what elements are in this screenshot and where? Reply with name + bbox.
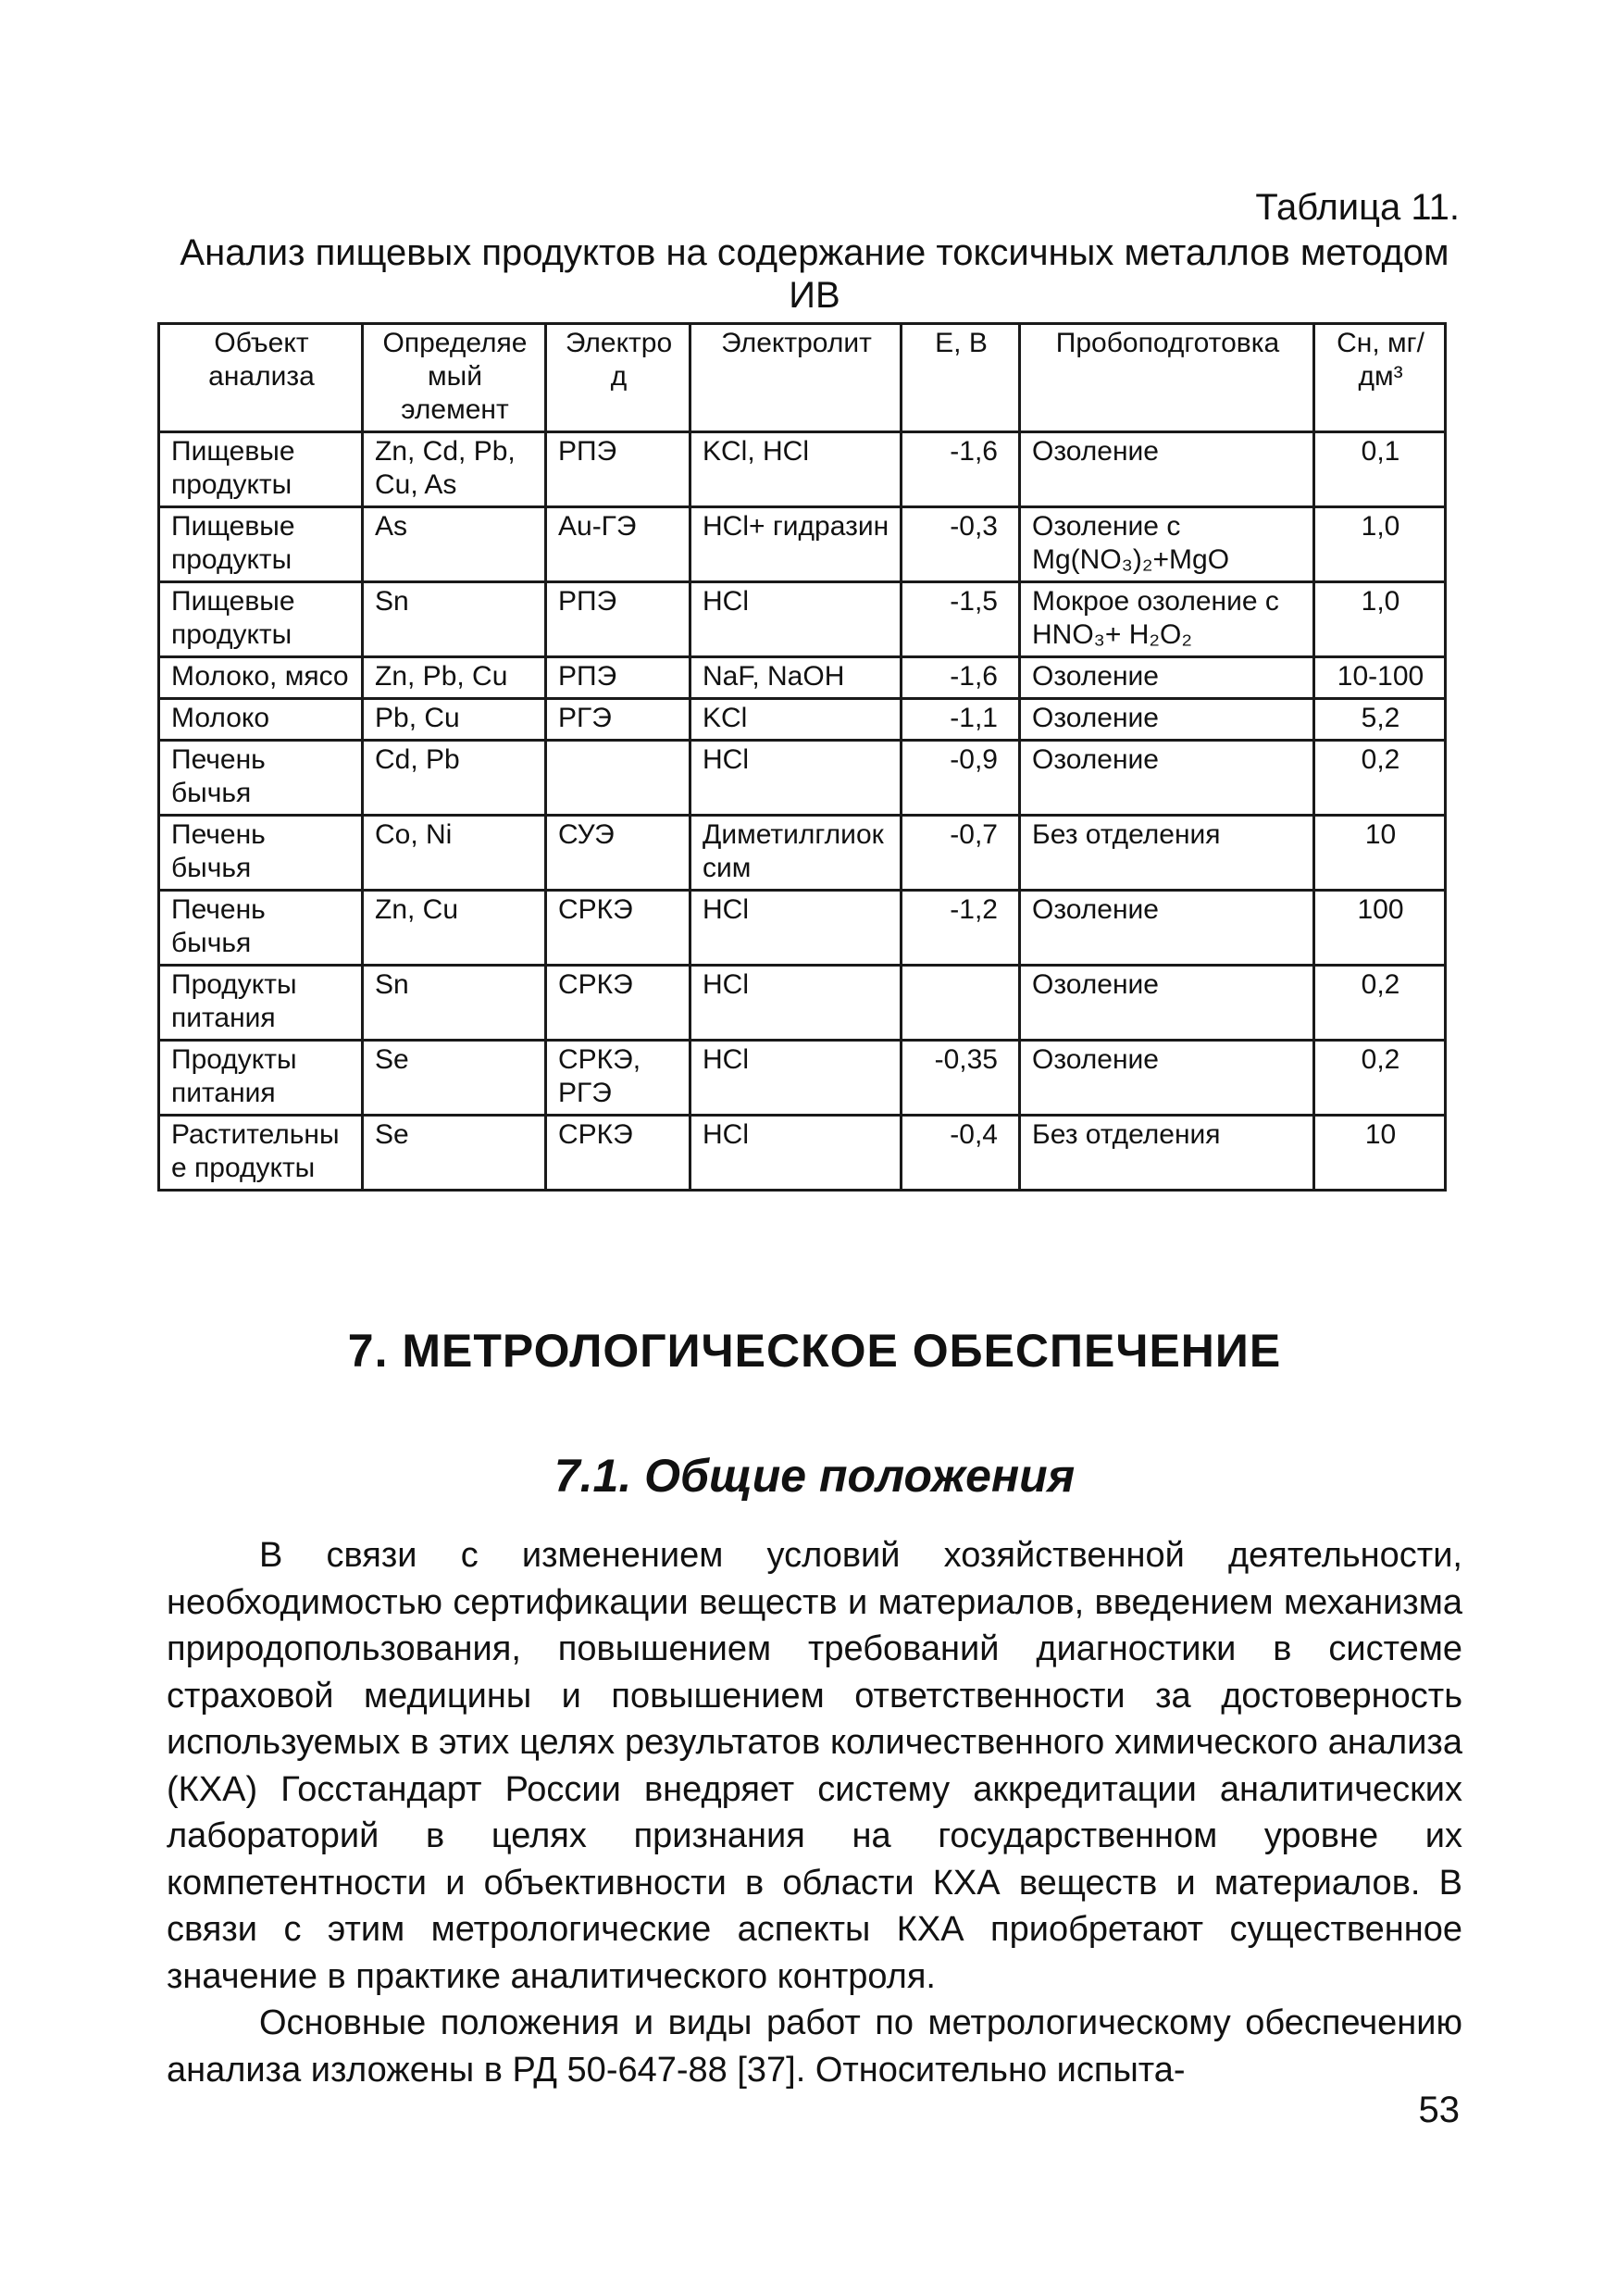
header-cell: Объект анализа: [159, 324, 363, 432]
cell-object: Молоко: [159, 699, 363, 741]
cell-electrolyte: HCl: [690, 1116, 902, 1191]
table-row: [159, 582, 1446, 657]
cell-element: Zn, Cd, Pb, Cu, As: [363, 432, 546, 507]
cell-electrolyte: Диметилглиоксим: [690, 816, 902, 891]
cell-potential: -0,9: [902, 741, 1020, 816]
table-row: [159, 816, 1446, 891]
cell-concentration: 0,1: [1314, 432, 1446, 507]
cell-electrode: Au-ГЭ: [546, 507, 690, 582]
table-row: [159, 699, 1446, 741]
header-cell: Пробоподготовка: [1020, 324, 1314, 432]
cell-electrode: СРКЭ: [546, 966, 690, 1041]
cell-preparation: Мокрое озоление с HNO₃+ H₂O₂: [1020, 582, 1314, 657]
table-row: [159, 741, 1446, 816]
data-table: [157, 322, 1447, 1192]
table-caption: Анализ пищевых продуктов на содержание токсичных металлов методом ИВ: [180, 232, 1449, 316]
cell-concentration: 10: [1314, 1116, 1446, 1191]
cell-electrode: РГЭ: [546, 699, 690, 741]
cell-object: Пищевые продукты: [159, 432, 363, 507]
cell-concentration: 5,2: [1314, 699, 1446, 741]
cell-concentration: 10-100: [1314, 657, 1446, 699]
cell-electrode: РПЭ: [546, 657, 690, 699]
cell-potential: -0,3: [902, 507, 1020, 582]
cell-electrode: СРКЭ, РГЭ: [546, 1041, 690, 1116]
cell-potential: -0,35: [902, 1041, 1020, 1116]
cell-object: Пищевые продукты: [159, 507, 363, 582]
cell-electrode: СРКЭ: [546, 891, 690, 966]
cell-potential: -0,4: [902, 1116, 1020, 1191]
cell-object: Печень бычья: [159, 741, 363, 816]
cell-electrode: СУЭ: [546, 816, 690, 891]
cell-element: Co, Ni: [363, 816, 546, 891]
cell-potential: -1,6: [902, 432, 1020, 507]
cell-preparation: Озоление: [1020, 432, 1314, 507]
cell-electrode: РПЭ: [546, 432, 690, 507]
cell-object: Печень бычья: [159, 891, 363, 966]
cell-electrolyte: HCl: [690, 1041, 902, 1116]
paragraph: Основные положения и виды работ по метрологическому обеспечению анализа изложены в РД 50-647-88 [37]. Относительно испыта-: [167, 2003, 1462, 2090]
paragraph: В связи с изменением условий хозяйственной деятельности, необходимостью сертификации веществ и материалов, введением механизма природопользования, повышением требований диагностики в системе страховой медицины и повышением ответственности за достоверность используемых в этих целях результатов количественного химического анализа (КХА) Госстандарт России внедряет систему аккредитации аналитических лабораторий в целях признания на государственном уровне их компетентности и объективности в области КХА веществ и материалов. В связи с этим метрологические аспекты КХА приобретают существенное значение в практике аналитического контроля.: [167, 1536, 1462, 1996]
cell-electrode: [546, 741, 690, 816]
cell-element: Pb, Cu: [363, 699, 546, 741]
cell-preparation: Озоление: [1020, 741, 1314, 816]
section-heading: 7. МЕТРОЛОГИЧЕСКОЕ ОБЕСПЕЧЕНИЕ: [347, 1325, 1282, 1377]
cell-preparation: Озоление: [1020, 657, 1314, 699]
cell-electrolyte: HCl: [690, 966, 902, 1041]
cell-object: Пищевые продукты: [159, 582, 363, 657]
subsection-heading: 7.1. Общие положения: [554, 1450, 1076, 1502]
cell-element: As: [363, 507, 546, 582]
header-cell: Электролит: [690, 324, 902, 432]
header-cell: Определяемый элемент: [363, 324, 546, 432]
cell-potential: -0,7: [902, 816, 1020, 891]
cell-concentration: 10: [1314, 816, 1446, 891]
cell-object: Молоко, мясо: [159, 657, 363, 699]
table-row: [159, 507, 1446, 582]
cell-concentration: 0,2: [1314, 1041, 1446, 1116]
cell-concentration: 0,2: [1314, 966, 1446, 1041]
cell-element: Cd, Pb: [363, 741, 546, 816]
cell-electrolyte: HCl: [690, 582, 902, 657]
cell-preparation: Озоление: [1020, 1041, 1314, 1116]
table-row: [159, 891, 1446, 966]
cell-preparation: Без отделения: [1020, 816, 1314, 891]
cell-preparation: Озоление с Mg(NO₃)₂+MgO: [1020, 507, 1314, 582]
header-cell: Е, В: [902, 324, 1020, 432]
cell-element: Zn, Cu: [363, 891, 546, 966]
cell-electrolyte: NaF, NaOH: [690, 657, 902, 699]
cell-potential: -1,5: [902, 582, 1020, 657]
table-row: [159, 1041, 1446, 1116]
cell-element: Zn, Pb, Cu: [363, 657, 546, 699]
header-cell: Электрод: [546, 324, 690, 432]
cell-concentration: 1,0: [1314, 582, 1446, 657]
cell-preparation: Без отделения: [1020, 1116, 1314, 1191]
body-text: [167, 1532, 1462, 2093]
table-row: [159, 1116, 1446, 1191]
cell-preparation: Озоление: [1020, 891, 1314, 966]
table-row: [159, 657, 1446, 699]
cell-electrolyte: HCl+ гидразин: [690, 507, 902, 582]
table-row: [159, 432, 1446, 507]
cell-element: Sn: [363, 582, 546, 657]
cell-potential: [902, 966, 1020, 1041]
cell-electrolyte: HCl: [690, 741, 902, 816]
cell-concentration: 1,0: [1314, 507, 1446, 582]
cell-element: Se: [363, 1116, 546, 1191]
cell-potential: -1,2: [902, 891, 1020, 966]
cell-concentration: 0,2: [1314, 741, 1446, 816]
page-number: 53: [1418, 2090, 1460, 2130]
cell-electrolyte: KCl: [690, 699, 902, 741]
table-header-row: [159, 324, 1446, 432]
cell-element: Se: [363, 1041, 546, 1116]
cell-object: Печень бычья: [159, 816, 363, 891]
table-number-label: Таблица 11.: [1255, 187, 1460, 228]
cell-electrode: РПЭ: [546, 582, 690, 657]
cell-object: Продукты питания: [159, 966, 363, 1041]
table-row: [159, 966, 1446, 1041]
cell-potential: -1,6: [902, 657, 1020, 699]
cell-preparation: Озоление: [1020, 699, 1314, 741]
cell-electrolyte: HCl: [690, 891, 902, 966]
cell-element: Sn: [363, 966, 546, 1041]
cell-electrode: СРКЭ: [546, 1116, 690, 1191]
cell-potential: -1,1: [902, 699, 1020, 741]
cell-object: Растительные продукты: [159, 1116, 363, 1191]
cell-electrolyte: KCl, HCl: [690, 432, 902, 507]
cell-concentration: 100: [1314, 891, 1446, 966]
header-cell: Сн, мг/дм³: [1314, 324, 1446, 432]
cell-object: Продукты питания: [159, 1041, 363, 1116]
cell-preparation: Озоление: [1020, 966, 1314, 1041]
